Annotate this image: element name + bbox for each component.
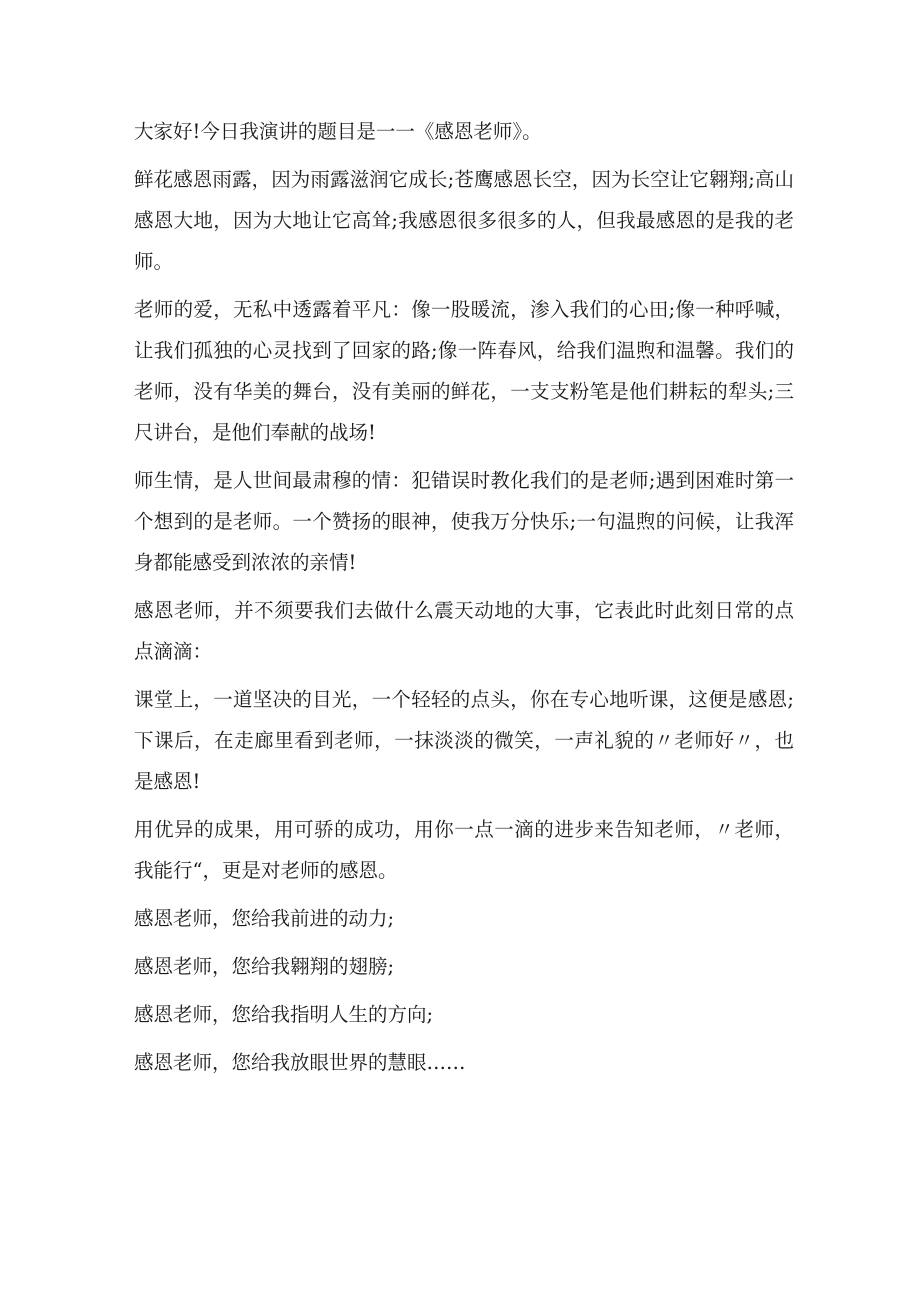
closing-line: 感恩老师，您给我指明人生的方向; bbox=[134, 1003, 434, 1026]
body-paragraph: 课堂上，一道坚决的目光，一个轻轻的点头，你在专心地听课，这便是感恩;下课后，在走廊里看到老师，一抹淡淡的微笑，一声礼貌的〃老师好〃，也是感恩! bbox=[134, 688, 794, 793]
body-paragraph: 老师的爱，无私中透露着平凡：像一股暖流，渗入我们的心田;像一种呼喊，让我们孤独的心灵找到了回家的路;像一阵春风，给我们温煦和温馨。我们的老师，没有华美的舞台，没有美丽的鲜花，一支支粉笔是他们耕耘的犁头;三尺讲台，是他们奉献的战场! bbox=[134, 298, 794, 444]
closing-line: 感恩老师，您给我前进的动力; bbox=[134, 907, 395, 930]
greeting-paragraph: 大家好!今日我演讲的题目是一一《感恩老师》。 bbox=[134, 120, 542, 143]
closing-line: 感恩老师，您给我翱翔的翅膀; bbox=[134, 955, 395, 978]
speech-body bbox=[134, 111, 794, 1090]
body-paragraph: 用优异的成果，用可骄的成功，用你一点一滴的进步来告知老师，〃老师，我能行“，更是对老师的感恩。 bbox=[134, 818, 794, 882]
body-paragraph: 感恩老师，并不须要我们去做什么震天动地的大事，它表此时此刻日常的点点滴滴： bbox=[134, 599, 794, 663]
body-paragraph: 鲜花感恩雨露，因为雨露滋润它成长;苍鹰感恩长空，因为长空让它翱翔;高山感恩大地，因为大地让它高耸;我感恩很多很多的人，但我最感恩的是我的老师。 bbox=[134, 168, 794, 273]
closing-line: 感恩老师，您给我放眼世界的慧眼…… bbox=[134, 1051, 466, 1074]
body-paragraph: 师生情，是人世间最肃穆的情：犯错误时教化我们的是老师;遇到困难时第一个想到的是老师。一个赞扬的眼神，使我万分快乐;一句温煦的问候，让我浑身都能感受到浓浓的亲情! bbox=[134, 469, 794, 574]
